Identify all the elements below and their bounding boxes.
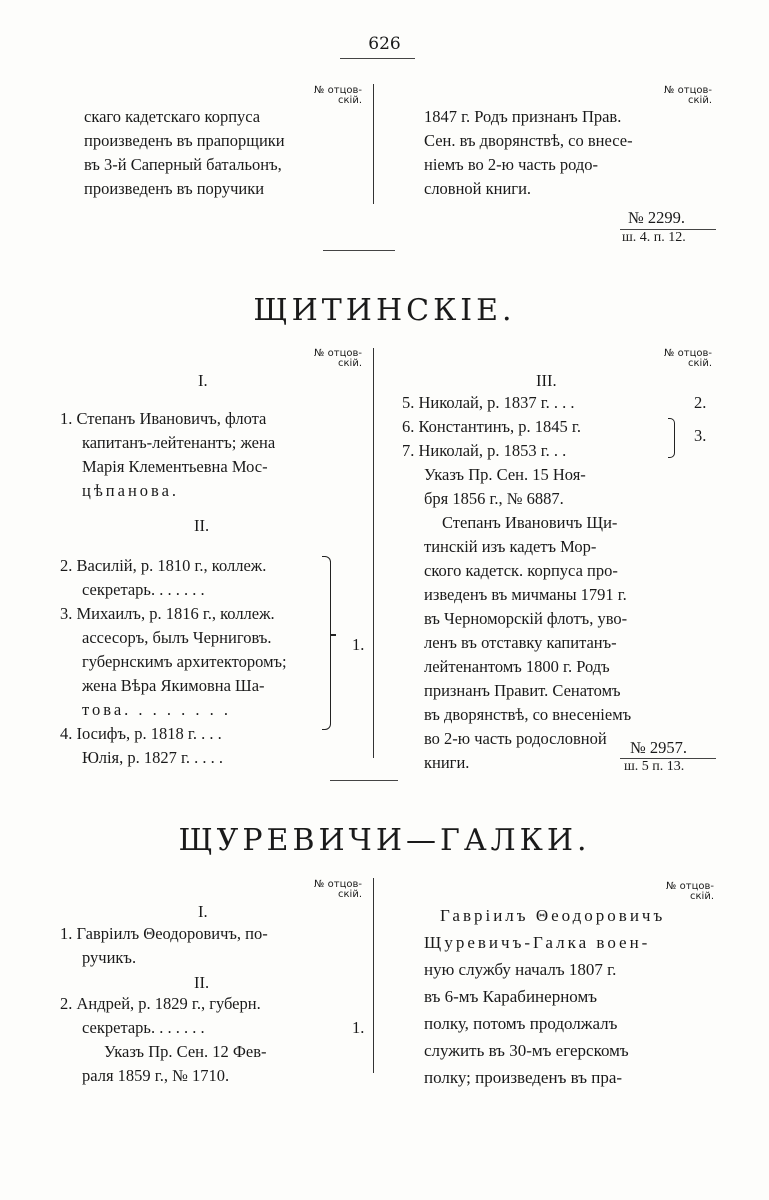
text-line: жена Вѣра Якимовна Ша- xyxy=(82,676,265,695)
generation-2-entries xyxy=(60,992,267,1088)
text-line: ассесоръ, былъ Черниговъ. xyxy=(82,628,272,647)
column-header-right: № отцов- скій. xyxy=(666,881,714,902)
text-line: въ Черноморскій флотъ, уво- xyxy=(424,609,628,628)
text-line: Щуревичъ-Галка воен- xyxy=(424,933,651,952)
top-ref-location: ш. 4. п. 12. xyxy=(622,230,686,245)
text-line: секретарь. . . . . . . xyxy=(82,580,205,599)
text-line: 3. Михаилъ, р. 1816 г., коллеж. xyxy=(60,604,275,623)
biography-shchitinsky xyxy=(424,511,631,775)
text-line: Указъ Пр. Сен. 15 Ноя- xyxy=(424,465,586,484)
section-separator xyxy=(323,250,395,251)
text-line: въ 6-мъ Карабинерномъ xyxy=(424,987,598,1006)
text-line: 2. Василій, р. 1810 г., коллеж. xyxy=(60,556,267,575)
generation-numeral: III. xyxy=(536,371,557,390)
text-line: 1. Гавріилъ Θеодоровичъ, по- xyxy=(60,924,268,943)
text-line: 5. Николай, р. 1837 г. . . . xyxy=(402,393,575,412)
text-line: въ дворянствѣ, со внесеніемъ xyxy=(424,705,632,724)
father-number: 1. xyxy=(352,635,365,654)
top-left-text xyxy=(84,105,285,201)
generation-numeral: I. xyxy=(198,371,208,390)
text-line: изведенъ въ мичманы 1791 г. xyxy=(424,585,627,604)
text-line: ского кадетск. корпуса про- xyxy=(424,561,618,580)
text-line: книги. xyxy=(424,753,470,772)
father-number: 1. xyxy=(352,1018,365,1037)
top-right-text xyxy=(424,105,633,201)
section-title-shchurevichi-galki: ЩУРЕВИЧИ—ГАЛКИ. xyxy=(178,823,591,858)
father-number: 3. xyxy=(694,426,707,445)
text-line: словной книги. xyxy=(424,179,532,198)
text-line: произведенъ въ прапорщики xyxy=(84,131,285,150)
text-line: Указъ Пр. Сен. 12 Фев- xyxy=(104,1042,267,1061)
text-line: Юлія, р. 1827 г. . . . . xyxy=(82,748,224,767)
column-divider-section1 xyxy=(373,348,374,758)
text-line: тинскій изъ кадетъ Мор- xyxy=(424,537,597,556)
text-line: 4. Іосифъ, р. 1818 г. . . . xyxy=(60,724,222,743)
column-header-left: № отцов- скій. xyxy=(314,348,362,369)
text-line: полку, потомъ продолжалъ xyxy=(424,1014,618,1033)
text-line: 7. Николай, р. 1853 г. . . xyxy=(402,441,567,460)
text-line: Гавріилъ Θеодоровичъ xyxy=(440,906,666,925)
bracket-brace-tip xyxy=(330,634,336,636)
father-number: 2. xyxy=(694,393,707,412)
column-header-left: № отцов- скій. xyxy=(314,85,362,106)
text-line: 6. Константинъ, р. 1845 г. xyxy=(402,417,581,436)
bracket-brace xyxy=(668,418,675,458)
generation-numeral: II. xyxy=(194,516,210,535)
biography-shchurevich xyxy=(424,902,665,1091)
text-line: лейтенантомъ 1800 г. Родъ xyxy=(424,657,610,676)
text-line: Степанъ Ивановичъ Щи- xyxy=(442,513,618,532)
text-line: ніемъ во 2-ю часть родо- xyxy=(424,155,599,174)
column-divider-top xyxy=(373,84,374,204)
page-number-rule xyxy=(340,58,415,59)
text-line: Сен. въ дворянствѣ, со внесе- xyxy=(424,131,633,150)
column-header-right: № отцов- скій. xyxy=(664,348,712,369)
text-line: ручикъ. xyxy=(82,948,137,967)
text-line: 1847 г. Родъ признанъ Прав. xyxy=(424,107,622,126)
text-line: ную службу началъ 1807 г. xyxy=(424,960,617,979)
text-line: това. . . . . . . . xyxy=(82,700,232,719)
text-line: въ 3-й Саперный батальонъ, xyxy=(84,155,282,174)
text-line: ленъ въ отставку капитанъ- xyxy=(424,633,617,652)
text-line: 1. Степанъ Ивановичъ, флота xyxy=(60,409,267,428)
text-line: признанъ Правит. Сенатомъ xyxy=(424,681,621,700)
section1-ref-number: № 2957. xyxy=(630,738,687,757)
text-line: Марія Клементьевна Мос- xyxy=(82,457,268,476)
text-line: полку; произведенъ въ пра- xyxy=(424,1068,623,1087)
text-line: секретарь. . . . . . . xyxy=(82,1018,205,1037)
generation-3-entries xyxy=(402,391,586,511)
section1-ref-location: ш. 5 п. 13. xyxy=(624,759,685,774)
text-line: 2. Андрей, р. 1829 г., губерн. xyxy=(60,994,261,1013)
text-line: губернскимъ архитекторомъ; xyxy=(82,652,287,671)
text-line: капитанъ-лейтенантъ; жена xyxy=(82,433,276,452)
column-header-right: № отцов- скій. xyxy=(664,85,712,106)
text-line: служить въ 30-мъ егерскомъ xyxy=(424,1041,629,1060)
text-line: бря 1856 г., № 6887. xyxy=(424,489,564,508)
generation-numeral: I. xyxy=(198,902,208,921)
generation-2-entries xyxy=(60,554,287,770)
text-line: произведенъ въ поручики xyxy=(84,179,265,198)
text-line: скаго кадетскаго корпуса xyxy=(84,107,261,126)
top-ref-number: № 2299. xyxy=(628,208,685,227)
text-line: цѣпанова. xyxy=(82,481,180,500)
page-number: 626 xyxy=(368,34,401,54)
generation-1-entries xyxy=(60,407,275,503)
bracket-brace xyxy=(322,556,331,730)
text-line: во 2-ю часть родословной xyxy=(424,729,607,748)
generation-1-entries xyxy=(60,922,268,970)
section-separator xyxy=(330,780,398,781)
column-header-left: № отцов- скій. xyxy=(314,879,362,900)
generation-numeral: II. xyxy=(194,973,210,992)
text-line: раля 1859 г., № 1710. xyxy=(82,1066,230,1085)
column-divider-section2 xyxy=(373,878,374,1073)
section-title-shchitinskie: ЩИТИНСКІЕ. xyxy=(253,293,516,328)
